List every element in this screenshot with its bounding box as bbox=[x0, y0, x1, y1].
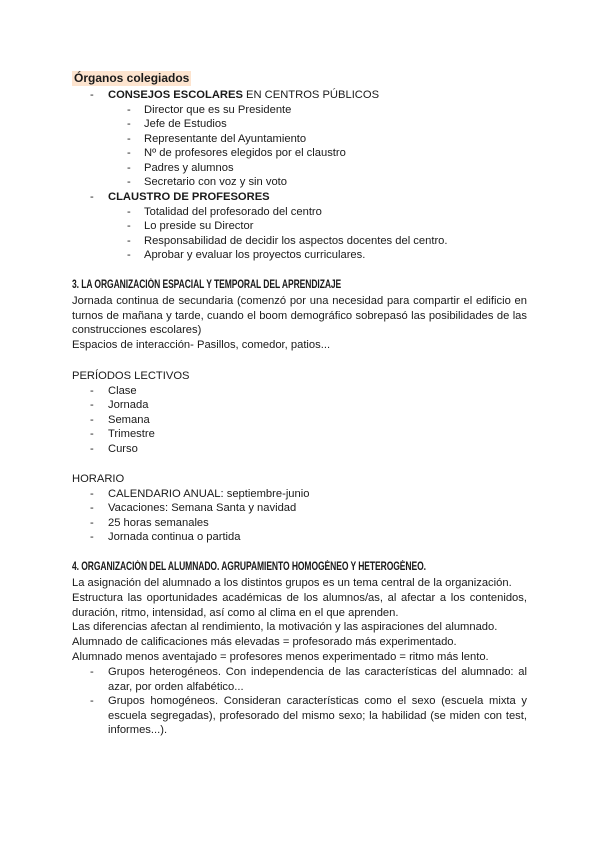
periodos-title: PERÍODOS LECTIVOS bbox=[72, 370, 190, 382]
section4-p1: La asignación del alumnado a los distintos grupos es un tema central de la organización. bbox=[72, 577, 512, 589]
horario-item: CALENDARIO ANUAL: septiembre-junio bbox=[108, 488, 310, 500]
espacios-line: Espacios de interacción- Pasillos, comedor, patios... bbox=[72, 339, 331, 351]
horario-item: Vacaciones: Semana Santa y navidad bbox=[108, 502, 297, 514]
periodo-item: Curso bbox=[108, 443, 138, 455]
section3-paragraph: Jornada continua de secundaria (comenzó por una necesidad para compartir el edificio en turnos de mañana y tarde, cuando el boom demográfico sobrepasó las posibilidades de las construcciones escolares) bbox=[72, 295, 527, 337]
consejos-item: Director que es su Presidente bbox=[144, 104, 292, 116]
bullet-dash: - bbox=[127, 249, 131, 261]
bullet-dash: - bbox=[90, 443, 94, 455]
claustro-item: Responsabilidad de decidir los aspectos docentes del centro. bbox=[144, 235, 448, 247]
horario-item: 25 horas semanales bbox=[108, 517, 209, 529]
consejos-item: Padres y alumnos bbox=[144, 162, 234, 174]
bullet-dash: - bbox=[90, 517, 94, 529]
section3-title: 3. LA ORGANIZACIÓN ESPACIAL Y TEMPORAL DEL APRENDIZAJE bbox=[72, 279, 342, 291]
claustro-item: Totalidad del profesorado del centro bbox=[144, 206, 322, 218]
claustro-item: Lo preside su Director bbox=[144, 220, 254, 232]
organos-heading: Órganos colegiados bbox=[74, 71, 190, 85]
bullet-dash: - bbox=[90, 502, 94, 514]
horario-title: HORARIO bbox=[72, 473, 125, 485]
section4-p5: Alumnado menos aventajado = profesores menos experimentado = ritmo más lento. bbox=[72, 651, 489, 663]
claustro-item: Aprobar y evaluar los proyectos curriculares. bbox=[144, 249, 366, 261]
periodo-item: Clase bbox=[108, 385, 137, 397]
consejos-item: Jefe de Estudios bbox=[144, 118, 227, 130]
consejos-label bbox=[108, 88, 379, 103]
section4-p4: Alumnado de calificaciones más elevadas = profesorado más experimentado. bbox=[72, 636, 457, 648]
bullet-dash: - bbox=[127, 220, 131, 232]
bullet-dash: - bbox=[90, 428, 94, 440]
section4-p2: Estructura las oportunidades académicas de los alumnos/as, al afectar a los contenidos, duración, ritmo, intensidad, así como al clima en el que aprenden. bbox=[72, 592, 527, 619]
consejos-label-bold: CONSEJOS ESCOLARES bbox=[108, 89, 243, 101]
bullet-dash: - bbox=[127, 133, 131, 145]
periodo-item: Jornada bbox=[108, 399, 149, 411]
bullet-dash: - bbox=[90, 414, 94, 426]
section4-title: 4. ORGANIZACIÓN DEL ALUMNADO. AGRUPAMIENTO HOMOGÉNEO Y HETEROGÉNEO. bbox=[72, 561, 426, 573]
bullet-dash: - bbox=[127, 162, 131, 174]
consejos-item: Nº de profesores elegidos por el claustro bbox=[144, 147, 346, 159]
bullet-dash: - bbox=[127, 176, 131, 188]
bullet-dash: - bbox=[127, 104, 131, 116]
bullet-dash: - bbox=[127, 118, 131, 130]
bullet-dash: - bbox=[90, 191, 94, 203]
periodo-item: Trimestre bbox=[108, 428, 155, 440]
section4-p3: Las diferencias afectan al rendimiento, la motivación y las aspiraciones del alumnado. bbox=[72, 621, 498, 633]
bullet-dash: - bbox=[90, 385, 94, 397]
consejos-item: Representante del Ayuntamiento bbox=[144, 133, 307, 145]
bullet-dash: - bbox=[127, 147, 131, 159]
bullet-dash: - bbox=[90, 488, 94, 500]
bullet-dash: - bbox=[90, 399, 94, 411]
bullet-dash: - bbox=[127, 235, 131, 247]
horario-item: Jornada continua o partida bbox=[108, 531, 241, 543]
bullet-dash: - bbox=[127, 206, 131, 218]
consejos-item: Secretario con voz y sin voto bbox=[144, 176, 288, 188]
periodo-item: Semana bbox=[108, 414, 150, 426]
bullet-dash: - bbox=[90, 666, 94, 678]
consejos-label-rest: EN CENTROS PÚBLICOS bbox=[242, 89, 380, 101]
grupos-heterogeneos: Grupos heterogéneos. Con independencia de las características del alumnado: al azar, por orden alfabético... bbox=[108, 666, 527, 693]
bullet-dash: - bbox=[90, 89, 94, 101]
bullet-dash: - bbox=[90, 695, 94, 707]
bullet-dash: - bbox=[90, 531, 94, 543]
claustro-label: CLAUSTRO DE PROFESORES bbox=[108, 191, 270, 203]
grupos-homogeneos: Grupos homogéneos. Consideran características como el sexo (escuela mixta y escuela segregadas), profesorado del mismo sexo; la habilidad (se miden con test, informes...). bbox=[108, 695, 527, 737]
